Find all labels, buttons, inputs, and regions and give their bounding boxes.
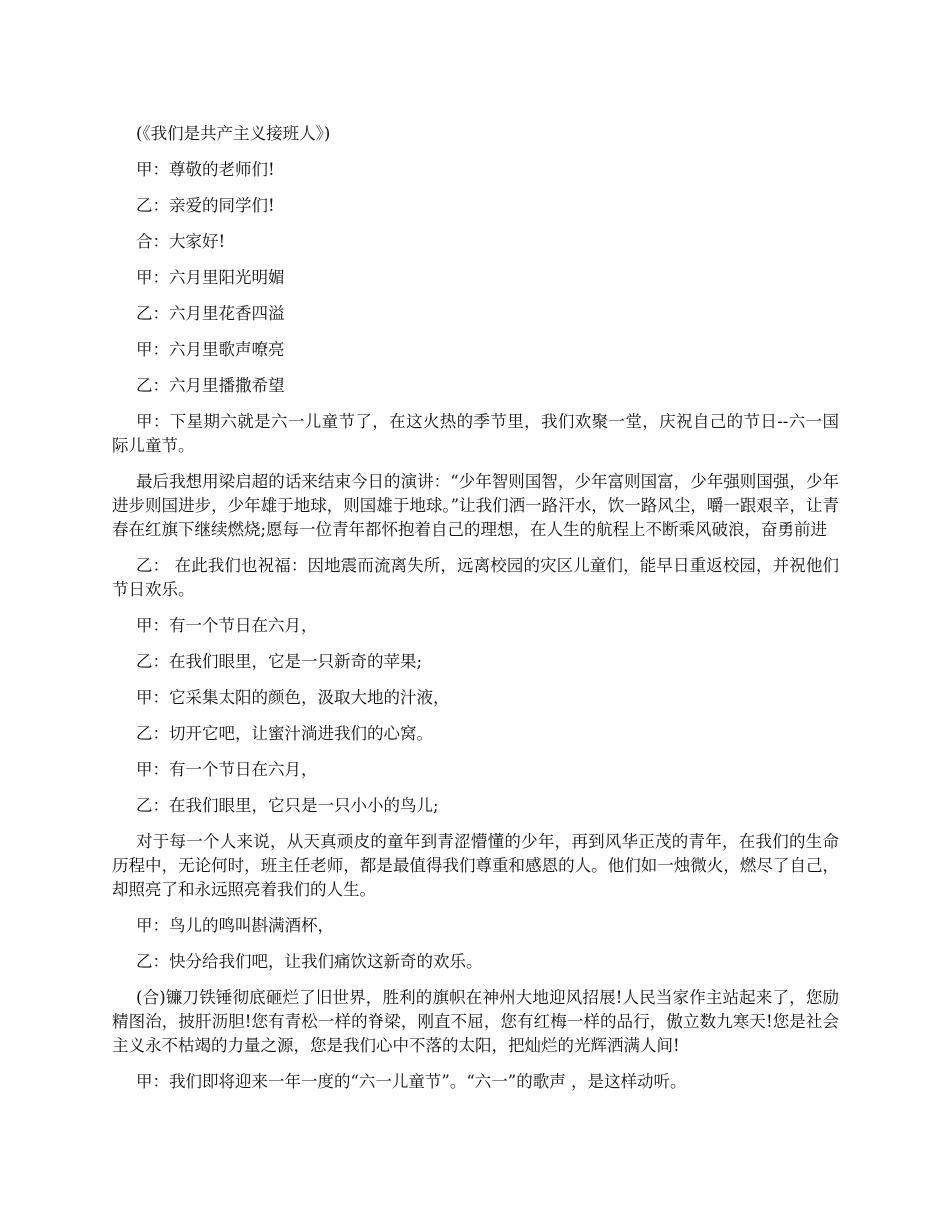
paragraph: 合：大家好! xyxy=(136,232,226,251)
paragraph: 乙：亲爱的同学们! xyxy=(136,196,275,215)
paragraph: 甲：它采集太阳的颜色，汲取大地的汁液， xyxy=(136,688,450,707)
paragraph: 甲：鸟儿的鸣叫斟满酒杯， xyxy=(136,916,334,935)
paragraph: 乙：在我们眼里，它是一只新奇的苹果; xyxy=(136,652,423,671)
paragraph: 甲：有一个节日在六月， xyxy=(136,616,318,635)
paragraph: 甲：有一个节日在六月， xyxy=(136,760,318,779)
document-page xyxy=(112,122,839,1106)
paragraph: 甲：我们即将迎来一年一度的“六一儿童节”。“六一”的歌声 ，是这样动听。 xyxy=(136,1072,687,1091)
paragraph: (合)镰刀铁锤彻底砸烂了旧世界，胜利的旗帜在神州大地迎风招展!人民当家作主站起来了，您励精图治，披肝沥胆!您有青松一样的脊梁，刚直不屈，您有红梅一样的品行，傲立数九寒天!您是社会主义永不枯竭的力量之源，您是我们心中不落的太阳，把灿烂的光辉洒满人间! xyxy=(112,988,839,1055)
paragraph: 乙：在我们眼里，它只是一只小小的鸟儿; xyxy=(136,796,439,815)
paragraph: 甲：六月里歌声嘹亮 xyxy=(136,340,285,359)
paragraph: 乙： 在此我们也祝福：因地震而流离失所，远离校园的灾区儿童们，能早日重返校园，并祝他们节日欢乐。 xyxy=(112,556,839,599)
paragraph: 乙：六月里播撒希望 xyxy=(136,376,285,395)
paragraph: (《我们是共产主义接班人》) xyxy=(136,124,331,143)
paragraph: 对于每一个人来说，从天真顽皮的童年到青涩懵懂的少年，再到风华正茂的青年，在我们的生命历程中，无论何时，班主任老师，都是最值得我们尊重和感恩的人。他们如一烛微火，燃尽了自己，却照亮了和永远照亮着我们的人生。 xyxy=(112,832,839,899)
paragraph: 乙：快分给我们吧，让我们痛饮这新奇的欢乐。 xyxy=(136,952,483,971)
paragraph: 甲：下星期六就是六一儿童节了，在这火热的季节里，我们欢聚一堂，庆祝自己的节日--六一国际儿童节。 xyxy=(112,412,839,455)
paragraph: 乙：六月里花香四溢 xyxy=(136,304,285,323)
paragraph: 最后我想用梁启超的话来结束今日的演讲：“少年智则国智，少年富则国富，少年强则国强，少年进步则国进步，少年雄于地球，则国雄于地球。”让我们洒一路汗水，饮一路风尘，嚼一跟艰辛，让青春在红旗下继续燃烧;愿每一位青年都怀抱着自己的理想，在人生的航程上不断乘风破浪，奋勇前进 xyxy=(112,472,839,539)
paragraph: 甲：尊敬的老师们! xyxy=(136,160,275,179)
paragraph: 甲：六月里阳光明媚 xyxy=(136,268,285,287)
paragraph: 乙：切开它吧，让蜜汁淌进我们的心窝。 xyxy=(136,724,433,743)
